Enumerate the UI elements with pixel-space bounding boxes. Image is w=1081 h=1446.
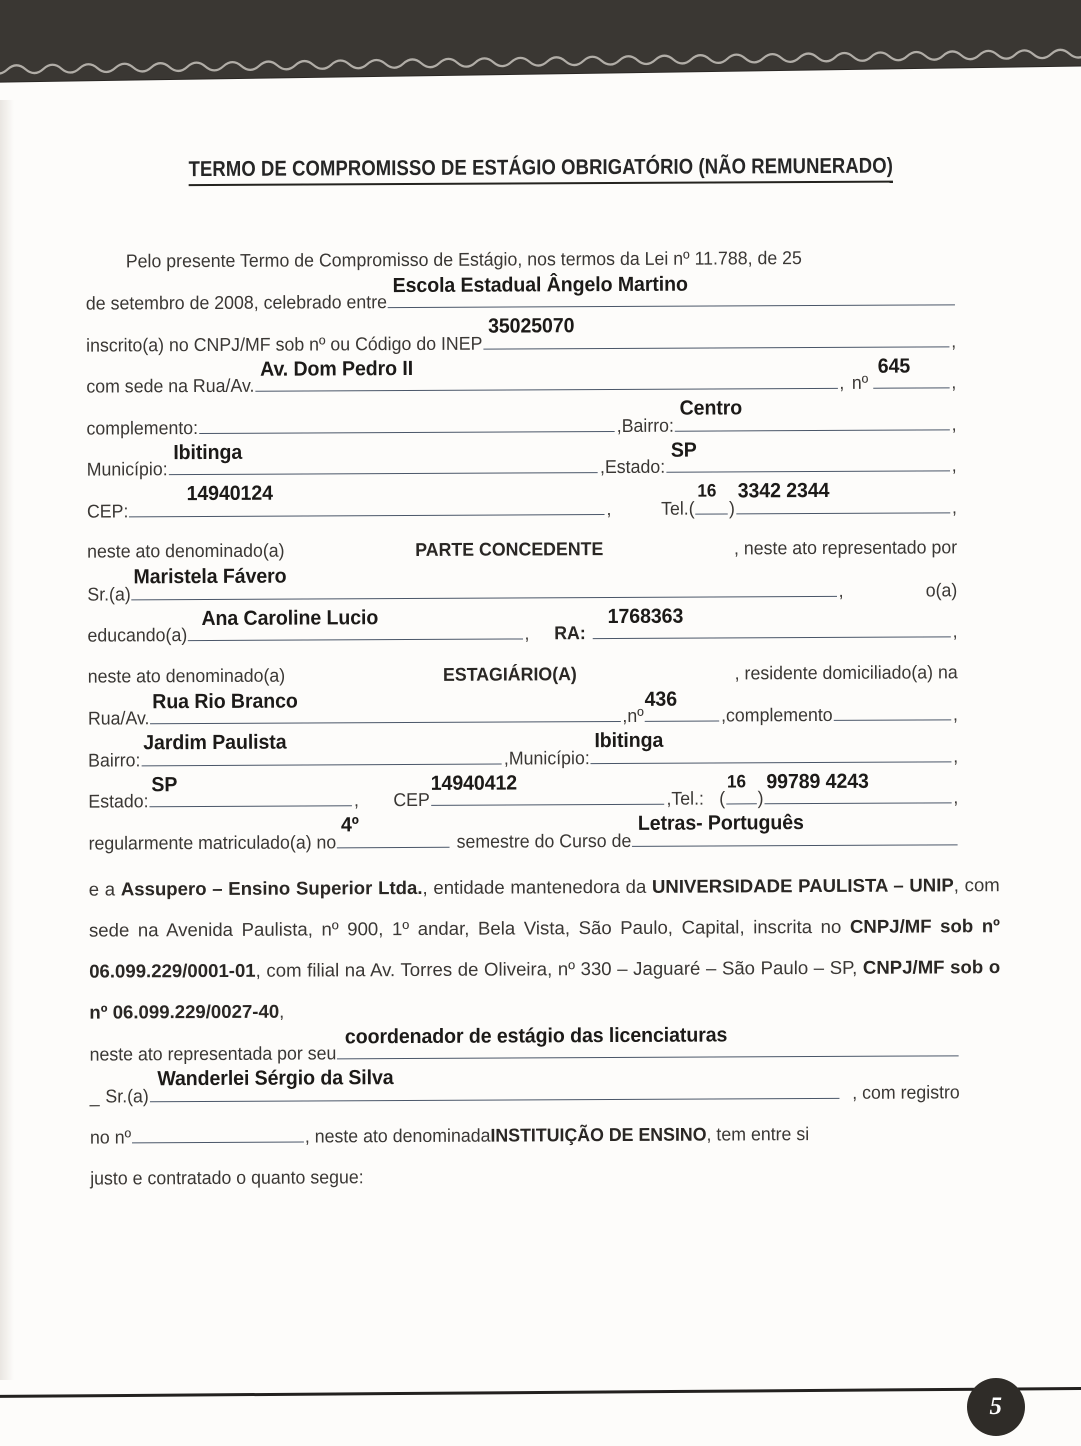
value-estagiario-bairro: Jardim Paulista — [143, 730, 287, 755]
field-estagiario-municipio[interactable] — [591, 728, 952, 764]
field-concedente-telefone[interactable] — [736, 478, 950, 514]
value-concedente-cep: 14940124 — [186, 481, 273, 506]
row-inst-representante — [89, 1066, 960, 1116]
label-underscore-prefix: _ — [89, 1085, 100, 1107]
comma-19: , — [666, 787, 672, 809]
field-estagiario-numero[interactable] — [644, 687, 720, 721]
label-registro-numero: no nº — [89, 1126, 132, 1148]
comma-20: , — [953, 786, 959, 808]
value-concedente-numero: 645 — [877, 354, 911, 378]
label-estagiario-complemento: complemento — [725, 703, 833, 726]
field-semestre[interactable] — [337, 813, 450, 848]
label-paren-close-1: ) — [728, 496, 735, 518]
inst-text-1: e a — [88, 878, 121, 900]
label-municipio: Município: — [86, 458, 168, 480]
value-curso: Letras- Português — [637, 811, 804, 835]
label-educando: educando(a) — [87, 624, 188, 646]
label-denominacao-estagiario-pos: , residente domiciliado(a) na — [734, 660, 958, 683]
field-estagiario-tel-ddd[interactable] — [726, 770, 757, 804]
label-estagiario-cep: CEP — [393, 788, 430, 811]
inst-text-4: , com filial na Av. Torres de Oliveira, nº 330 – Jaguaré – São Paulo – SP, — [255, 956, 863, 981]
comma-11: , — [524, 622, 530, 644]
row-concedente-inep — [86, 314, 957, 365]
footer-rule — [0, 1387, 1081, 1398]
field-concedente-tel-ddd[interactable] — [695, 480, 728, 514]
label-final-pos: , tem entre si — [706, 1123, 810, 1145]
field-inst-cargo[interactable] — [337, 1022, 958, 1059]
term-instituicao-ensino: INSTITUIÇÃO DE ENSINO — [490, 1123, 707, 1146]
comma-6: , — [599, 456, 605, 478]
row-inst-registro — [90, 1111, 960, 1157]
field-concedente-bairro[interactable] — [675, 396, 950, 431]
comma-4: , — [616, 414, 622, 436]
inst-bold-unip: UNIVERSIDADE PAULISTA – UNIP — [651, 874, 954, 897]
label-rua-estagiario: Rua/Av. — [87, 707, 150, 729]
label-estagiario-estado: Estado: — [88, 790, 149, 812]
value-inst-cargo: coordenador de estágio das licenciaturas — [344, 1022, 728, 1048]
note-com-registro: , com registro — [852, 1080, 960, 1103]
field-estagiario-estado[interactable] — [149, 772, 352, 807]
row-final-line: justo e contratado o quanto segue: — [90, 1165, 364, 1189]
label-estagiario-municipio: Município: — [508, 746, 590, 769]
value-concedente-estado: SP — [670, 438, 697, 462]
paragraph-instituicao — [89, 864, 1001, 1032]
label-curso: semestre do Curso de — [456, 829, 632, 852]
inst-bold-assupero: Assupero – Ensino Superior Ltda. — [120, 876, 423, 900]
label-celebrado-entre: de setembro de 2008, celebrado entre — [85, 291, 388, 314]
row-concedente-cep-tel — [86, 478, 957, 531]
comma-3: , — [951, 371, 957, 393]
label-ra: RA: — [554, 622, 586, 644]
field-concedente-numero[interactable] — [873, 354, 950, 388]
field-concedente-cep[interactable] — [129, 481, 604, 517]
document-page — [0, 115, 1081, 1199]
label-complemento: complemento: — [86, 416, 199, 439]
field-educando-nome[interactable] — [188, 605, 522, 641]
inst-bold-cnpj-filial: CNPJ/MF sob o nº 06.099.229/0027-40 — [89, 956, 1001, 1023]
comma-1: , — [951, 329, 957, 351]
label-estado: Estado: — [604, 455, 666, 478]
value-semestre: 4º — [340, 813, 359, 837]
field-concedente-endereco[interactable] — [255, 356, 837, 392]
row-matricula-curso — [88, 811, 958, 863]
value-estagiario-tel-ddd: 16 — [726, 770, 746, 791]
value-inst-representante: Wanderlei Sérgio da Silva — [157, 1066, 394, 1091]
comma-14: , — [721, 704, 727, 726]
comma-5: , — [951, 412, 957, 434]
term-estagiario: ESTAGIÁRIO(A) — [442, 662, 577, 685]
value-estagiario-estado: SP — [151, 772, 178, 796]
note-o-a: o(a) — [925, 578, 958, 600]
label-cnpj-inep: inscrito(a) no CNPJ/MF sob nº ou Código do INEP — [86, 332, 483, 356]
page-title-text: TERMO DE COMPROMISSO DE ESTÁGIO OBRIGATÓRIO (NÃO REMUNERADO) — [189, 154, 894, 186]
field-concedente-representante[interactable] — [132, 564, 837, 599]
field-concedente-nome[interactable] — [388, 272, 955, 308]
row-concedente-endereco — [86, 354, 957, 406]
comma-10: , — [838, 579, 844, 601]
comma-7: , — [951, 454, 957, 476]
scan-top-dark-band — [0, 0, 1081, 82]
field-estagiario-cep[interactable] — [430, 770, 665, 806]
label-final-pre: , neste ato denominada — [304, 1124, 491, 1147]
scan-wave-edge — [0, 44, 1081, 77]
value-concedente-municipio: Ibitinga — [173, 440, 243, 464]
label-telefone: Tel.( — [660, 497, 695, 519]
term-parte-concedente: PARTE CONCEDENTE — [415, 538, 604, 560]
field-inst-representante[interactable] — [150, 1066, 840, 1101]
comma-17: , — [953, 744, 959, 766]
comma-13: , — [622, 704, 628, 726]
label-denominacao-pos: , neste ato representado por — [733, 536, 958, 559]
page-title — [76, 153, 1006, 183]
value-estagiario-numero: 436 — [644, 687, 678, 711]
value-concedente-endereco: Av. Dom Pedro II — [260, 356, 414, 381]
value-cnpj-inep: 35025070 — [488, 314, 575, 338]
value-estagiario-telefone: 99789 4243 — [766, 769, 869, 793]
label-representada-por: neste ato representada por seu — [89, 1042, 337, 1065]
label-endereco: com sede na Rua/Av. — [86, 374, 255, 397]
label-denominacao-pre: neste ato denominado(a) — [87, 539, 285, 562]
field-concedente-municipio[interactable] — [168, 440, 598, 475]
form-body — [86, 236, 1002, 1198]
value-concedente-bairro: Centro — [679, 396, 743, 420]
value-educando-nome: Ana Caroline Lucio — [201, 605, 379, 630]
label-sr-a-concedente: Sr.(a) — [87, 582, 131, 605]
field-educando-ra[interactable] — [592, 604, 950, 639]
value-concedente-telefone: 3342 2344 — [737, 478, 830, 503]
field-concedente-estado[interactable] — [666, 438, 950, 472]
field-estagiario-complemento[interactable] — [833, 692, 951, 721]
label-cep: CEP: — [86, 499, 129, 522]
inst-text-3: , com sede na Avenida Paulista, nº 900, 1º andar, Bela Vista, São Paulo, Capital, inscrita no — [88, 874, 1000, 941]
label-numero: nº — [851, 371, 869, 393]
intro-line-1: Pelo presente Termo de Compromisso de Estágio, nos termos da Lei nº 11.788, de 25 — [125, 247, 802, 272]
row-estagiario-estado-cep-tel — [88, 769, 959, 821]
value-concedente-nome: Escola Estadual Ângelo Martino — [392, 272, 688, 297]
page-number-badge: 5 — [967, 1378, 1025, 1436]
label-estagiario-tel: Tel.: — [671, 787, 704, 809]
value-estagiario-municipio: Ibitinga — [594, 728, 664, 753]
comma-15: , — [952, 703, 958, 725]
comma-16: , — [503, 747, 509, 769]
field-estagiario-telefone[interactable] — [764, 769, 951, 804]
row-educando — [87, 604, 958, 655]
comma-18: , — [353, 789, 359, 811]
label-matriculado: regularmente matriculado(a) no — [88, 830, 337, 854]
label-paren-close-2: ) — [757, 787, 764, 809]
comma-12: , — [952, 620, 958, 642]
comma-2: , — [839, 371, 845, 393]
inst-text-2: , entidade mantenedora da — [422, 875, 653, 898]
inst-bold-cnpj-matriz: CNPJ/MF sob nº 06.099.229/0001-01 — [89, 915, 1000, 982]
value-estagiario-rua: Rua Rio Branco — [152, 689, 298, 713]
value-educando-ra: 1768363 — [607, 604, 684, 628]
label-paren-open-2: ( — [719, 787, 726, 809]
value-estagiario-cep: 14940412 — [430, 770, 518, 795]
value-concedente-representante: Maristela Fávero — [133, 564, 287, 589]
comma-8: , — [606, 497, 612, 519]
label-denominacao-estagiario-pre: neste ato denominado(a) — [87, 664, 286, 687]
value-concedente-tel-ddd: 16 — [697, 480, 717, 501]
label-estagiario-bairro: Bairro: — [88, 748, 141, 771]
label-sr-a-instituicao: Sr.(a) — [105, 1084, 149, 1106]
field-concedente-complemento[interactable] — [199, 403, 615, 433]
inst-text-5: , — [279, 1000, 285, 1022]
field-estagiario-rua[interactable] — [150, 689, 620, 724]
label-estagiario-numero: nº — [627, 704, 644, 726]
label-bairro: Bairro: — [621, 414, 675, 436]
field-curso[interactable] — [632, 811, 957, 847]
comma-9: , — [951, 495, 957, 517]
field-inst-registro[interactable] — [132, 1115, 304, 1144]
